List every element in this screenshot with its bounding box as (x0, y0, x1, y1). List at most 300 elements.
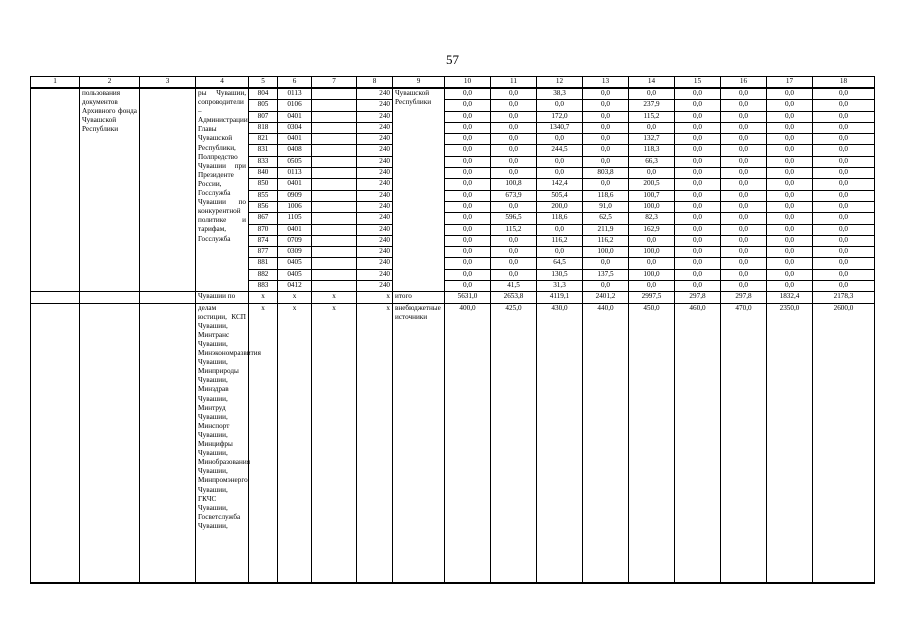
amount-cell: 0,0 (537, 156, 583, 167)
amount-cell: 0,0 (583, 100, 629, 111)
amount-cell: 0,0 (721, 224, 767, 235)
amount-cell: 0,0 (445, 156, 491, 167)
amount-cell: 0,0 (721, 213, 767, 224)
target-article-cell (312, 224, 357, 235)
amount-cell: 118,6 (583, 190, 629, 201)
amount-cell: 100,0 (629, 201, 675, 212)
amount-cell: 0,0 (813, 156, 875, 167)
column-number-header: 1 (31, 77, 80, 89)
section-code-cell: 0106 (278, 100, 312, 111)
budget-table (30, 76, 875, 584)
col3-cell (140, 303, 196, 583)
executor-cell: делам юстиции, КСП Чувашии, Минтранс Чувашии, Минэкономразвития Чувашии, Минприроды Чувашии, Минздрав Чувашии, Минтруд Чувашии, Минспорт Чувашии, Минцифры Чувашии, Минобразования Чувашии, Минпромэнерго Чувашии, ГКЧС Чувашии, Госветслужба Чувашии, (196, 303, 249, 583)
amount-cell: 100,0 (629, 247, 675, 258)
amount-cell: 0,0 (583, 281, 629, 292)
amount-cell: 0,0 (491, 111, 537, 122)
section-code-cell: 1105 (278, 213, 312, 224)
amount-cell: 115,2 (629, 111, 675, 122)
amount-cell: 0,0 (813, 281, 875, 292)
amount-cell: 0,0 (767, 213, 813, 224)
section-code-cell: 0408 (278, 145, 312, 156)
target-article-cell (312, 100, 357, 111)
column-number-header: 13 (583, 77, 629, 89)
grbs-code-cell: 855 (249, 190, 278, 201)
section-code-cell: 0505 (278, 156, 312, 167)
amount-cell: 0,0 (445, 201, 491, 212)
amount-cell: 100,0 (583, 247, 629, 258)
amount-cell: 0,0 (721, 168, 767, 179)
grbs-code-cell: 850 (249, 179, 278, 190)
amount-cell: 0,0 (767, 235, 813, 246)
amount-cell: 200,0 (537, 201, 583, 212)
amount-cell: 0,0 (721, 235, 767, 246)
amount-cell: 0,0 (445, 213, 491, 224)
amount-cell: 2653,8 (491, 292, 537, 303)
funding-source-cell: Чувашской Республики (393, 88, 445, 292)
column-number-header: 16 (721, 77, 767, 89)
col3-cell (140, 292, 196, 303)
amount-cell: 0,0 (813, 145, 875, 156)
amount-cell: 0,0 (491, 258, 537, 269)
amount-cell: 0,0 (629, 281, 675, 292)
amount-cell: 0,0 (767, 258, 813, 269)
amount-cell: 297,8 (721, 292, 767, 303)
amount-cell: 172,0 (537, 111, 583, 122)
grbs-code-cell: 805 (249, 100, 278, 111)
amount-cell: 0,0 (767, 156, 813, 167)
grbs-code-cell: 831 (249, 145, 278, 156)
col3-cell (140, 88, 196, 292)
amount-cell: 0,0 (767, 145, 813, 156)
amount-cell: 0,0 (491, 201, 537, 212)
expense-type-cell: 240 (357, 258, 393, 269)
target-article-cell: x (312, 303, 357, 583)
col2-cell (80, 303, 140, 583)
target-article-cell (312, 179, 357, 190)
grbs-code-cell: 874 (249, 235, 278, 246)
amount-cell: 0,0 (767, 168, 813, 179)
amount-cell: 244,5 (537, 145, 583, 156)
expense-type-cell: x (357, 292, 393, 303)
amount-cell: 0,0 (583, 88, 629, 100)
amount-cell: 0,0 (813, 247, 875, 258)
target-article-cell (312, 213, 357, 224)
amount-cell: 0,0 (675, 156, 721, 167)
section-code-cell: 0304 (278, 122, 312, 133)
expense-type-cell: 240 (357, 100, 393, 111)
page-number: 57 (446, 52, 459, 67)
amount-cell: 0,0 (675, 179, 721, 190)
grbs-code-cell: 882 (249, 269, 278, 280)
amount-cell: 0,0 (629, 88, 675, 100)
grbs-code-cell: 881 (249, 258, 278, 269)
amount-cell: 1832,4 (767, 292, 813, 303)
amount-cell: 82,3 (629, 213, 675, 224)
amount-cell: 0,0 (675, 168, 721, 179)
target-article-cell (312, 247, 357, 258)
amount-cell: 211,9 (583, 224, 629, 235)
amount-cell: 0,0 (675, 247, 721, 258)
expense-type-cell: 240 (357, 201, 393, 212)
amount-cell: 0,0 (491, 122, 537, 133)
amount-cell: 425,0 (491, 303, 537, 583)
amount-cell: 0,0 (445, 269, 491, 280)
amount-cell: 0,0 (675, 269, 721, 280)
column-number-header: 6 (278, 77, 312, 89)
amount-cell: 0,0 (675, 190, 721, 201)
target-article-cell (312, 258, 357, 269)
amount-cell: 0,0 (767, 88, 813, 100)
section-code-cell: 0709 (278, 235, 312, 246)
column-number-header: 9 (393, 77, 445, 89)
amount-cell: 0,0 (721, 190, 767, 201)
amount-cell: 0,0 (445, 190, 491, 201)
amount-cell: 0,0 (629, 258, 675, 269)
amount-cell: 0,0 (721, 281, 767, 292)
amount-cell: 0,0 (721, 111, 767, 122)
section-code-cell: 0412 (278, 281, 312, 292)
amount-cell: 0,0 (445, 179, 491, 190)
section-code-cell: 1006 (278, 201, 312, 212)
amount-cell: 116,2 (583, 235, 629, 246)
amount-cell: 62,5 (583, 213, 629, 224)
target-article-cell (312, 111, 357, 122)
amount-cell: 41,5 (491, 281, 537, 292)
amount-cell: 100,7 (629, 190, 675, 201)
column-number-row (31, 77, 875, 89)
amount-cell: 0,0 (813, 258, 875, 269)
target-article-cell (312, 145, 357, 156)
target-article-cell (312, 281, 357, 292)
amount-cell: 0,0 (583, 258, 629, 269)
amount-cell: 0,0 (583, 179, 629, 190)
amount-cell: 596,5 (491, 213, 537, 224)
amount-cell: 0,0 (675, 145, 721, 156)
table-row (31, 88, 875, 100)
amount-cell: 0,0 (491, 235, 537, 246)
amount-cell: 0,0 (583, 111, 629, 122)
amount-cell: 31,3 (537, 281, 583, 292)
amount-cell: 0,0 (675, 258, 721, 269)
amount-cell: 0,0 (445, 281, 491, 292)
amount-cell: 470,0 (721, 303, 767, 583)
amount-cell: 0,0 (813, 224, 875, 235)
amount-cell: 0,0 (767, 201, 813, 212)
expense-type-cell: 240 (357, 111, 393, 122)
amount-cell: 137,5 (583, 269, 629, 280)
amount-cell: 0,0 (767, 269, 813, 280)
amount-cell: 0,0 (537, 100, 583, 111)
amount-cell: 130,5 (537, 269, 583, 280)
amount-cell: 505,4 (537, 190, 583, 201)
column-number-header: 12 (537, 77, 583, 89)
amount-cell: 0,0 (675, 122, 721, 133)
amount-cell: 0,0 (721, 247, 767, 258)
section-code-cell: 0401 (278, 179, 312, 190)
section-code-cell: 0909 (278, 190, 312, 201)
section-code-cell: x (278, 303, 312, 583)
amount-cell: 0,0 (445, 100, 491, 111)
table-body (31, 77, 875, 583)
grbs-code-cell: 807 (249, 111, 278, 122)
amount-cell: 0,0 (813, 168, 875, 179)
target-article-cell (312, 235, 357, 246)
amount-cell: 0,0 (491, 88, 537, 100)
amount-cell: 0,0 (767, 122, 813, 133)
amount-cell: 66,3 (629, 156, 675, 167)
amount-cell: 0,0 (813, 134, 875, 145)
section-code-cell: 0401 (278, 134, 312, 145)
amount-cell: 430,0 (537, 303, 583, 583)
amount-cell: 0,0 (491, 145, 537, 156)
amount-cell: 2178,3 (813, 292, 875, 303)
amount-cell: 0,0 (445, 247, 491, 258)
amount-cell: 0,0 (675, 235, 721, 246)
column-number-header: 2 (80, 77, 140, 89)
amount-cell: 0,0 (537, 247, 583, 258)
amount-cell: 2997,5 (629, 292, 675, 303)
amount-cell: 91,0 (583, 201, 629, 212)
grbs-code-cell: 833 (249, 156, 278, 167)
amount-cell: 0,0 (813, 269, 875, 280)
funding-source-cell: внебюджетные источники (393, 303, 445, 583)
target-article-cell (312, 190, 357, 201)
amount-cell: 4119,1 (537, 292, 583, 303)
amount-cell: 0,0 (767, 190, 813, 201)
column-number-header: 10 (445, 77, 491, 89)
amount-cell: 0,0 (675, 134, 721, 145)
amount-cell: 400,0 (445, 303, 491, 583)
target-article-cell (312, 201, 357, 212)
section-code-cell: 0405 (278, 258, 312, 269)
amount-cell: 0,0 (767, 281, 813, 292)
target-article-cell (312, 88, 357, 100)
column-number-header: 17 (767, 77, 813, 89)
executor-cell: ры Чувашии, сопроводители – Администрации Главы Чувашской Республики, Полпредство Чувашии при Президенте России, Госслужба Чувашии по конкурентной политике и тарифам, Госслужба (196, 88, 249, 292)
amount-cell: 0,0 (445, 111, 491, 122)
column-number-header: 8 (357, 77, 393, 89)
amount-cell: 0,0 (537, 168, 583, 179)
column-number-header: 7 (312, 77, 357, 89)
section-code-cell: 0401 (278, 111, 312, 122)
amount-cell: 0,0 (583, 134, 629, 145)
target-article-cell (312, 269, 357, 280)
amount-cell: 0,0 (721, 145, 767, 156)
amount-cell: 673,9 (491, 190, 537, 201)
amount-cell: 0,0 (721, 269, 767, 280)
amount-cell: 0,0 (491, 134, 537, 145)
expense-type-cell: 240 (357, 145, 393, 156)
section-code-cell: 0401 (278, 224, 312, 235)
section-code-cell: 0113 (278, 88, 312, 100)
amount-cell: 0,0 (767, 111, 813, 122)
amount-cell: 2401,2 (583, 292, 629, 303)
amount-cell: 0,0 (813, 235, 875, 246)
amount-cell: 0,0 (445, 235, 491, 246)
amount-cell: 200,5 (629, 179, 675, 190)
amount-cell: 0,0 (445, 134, 491, 145)
amount-cell: 100,8 (491, 179, 537, 190)
amount-cell: 0,0 (813, 179, 875, 190)
column-number-header: 15 (675, 77, 721, 89)
grbs-code-cell: 821 (249, 134, 278, 145)
section-code-cell: 0309 (278, 247, 312, 258)
amount-cell: 237,9 (629, 100, 675, 111)
amount-cell: 0,0 (445, 88, 491, 100)
amount-cell: 0,0 (721, 134, 767, 145)
amount-cell: 0,0 (583, 145, 629, 156)
amount-cell: 0,0 (721, 100, 767, 111)
program-name-cell: пользования документов Архивного фонда Чувашской Республики (80, 88, 140, 292)
expense-type-cell: 240 (357, 168, 393, 179)
amount-cell: 460,0 (675, 303, 721, 583)
amount-cell: 0,0 (813, 213, 875, 224)
col2-cell (80, 292, 140, 303)
amount-cell: 0,0 (721, 122, 767, 133)
amount-cell: 162,9 (629, 224, 675, 235)
column-number-header: 11 (491, 77, 537, 89)
grbs-code-cell: 840 (249, 168, 278, 179)
grbs-code-cell: x (249, 303, 278, 583)
grbs-code-cell: 883 (249, 281, 278, 292)
amount-cell: 0,0 (813, 190, 875, 201)
amount-cell: 0,0 (675, 111, 721, 122)
amount-cell: 0,0 (721, 201, 767, 212)
amount-cell: 0,0 (813, 201, 875, 212)
amount-cell: 0,0 (583, 156, 629, 167)
amount-cell: 5631,0 (445, 292, 491, 303)
col1-cell (31, 88, 80, 292)
column-number-header: 5 (249, 77, 278, 89)
amount-cell: 0,0 (629, 122, 675, 133)
grbs-code-cell: 870 (249, 224, 278, 235)
amount-cell: 2600,0 (813, 303, 875, 583)
amount-cell: 0,0 (445, 122, 491, 133)
amount-cell: 0,0 (675, 281, 721, 292)
amount-cell: 64,5 (537, 258, 583, 269)
amount-cell: 803,8 (583, 168, 629, 179)
grbs-code-cell: 867 (249, 213, 278, 224)
amount-cell: 118,3 (629, 145, 675, 156)
amount-cell: 116,2 (537, 235, 583, 246)
amount-cell: 0,0 (721, 156, 767, 167)
amount-cell: 0,0 (721, 88, 767, 100)
amount-cell: 0,0 (721, 179, 767, 190)
grbs-code-cell: 877 (249, 247, 278, 258)
expense-type-cell: 240 (357, 122, 393, 133)
extrabudget-row (31, 303, 875, 583)
amount-cell: 0,0 (537, 134, 583, 145)
amount-cell: 0,0 (491, 100, 537, 111)
grbs-code-cell: 818 (249, 122, 278, 133)
amount-cell: 0,0 (583, 122, 629, 133)
amount-cell: 0,0 (445, 168, 491, 179)
amount-cell: 0,0 (721, 258, 767, 269)
column-number-header: 18 (813, 77, 875, 89)
amount-cell: 0,0 (767, 134, 813, 145)
amount-cell: 0,0 (445, 224, 491, 235)
expense-type-cell: 240 (357, 190, 393, 201)
expense-type-cell: 240 (357, 156, 393, 167)
amount-cell: 0,0 (491, 168, 537, 179)
amount-cell: 1340,7 (537, 122, 583, 133)
funding-source-cell: итого (393, 292, 445, 303)
amount-cell: 0,0 (629, 168, 675, 179)
target-article-cell (312, 156, 357, 167)
amount-cell: 0,0 (445, 258, 491, 269)
amount-cell: 132,7 (629, 134, 675, 145)
executor-cell: Чувашии по (196, 292, 249, 303)
amount-cell: 0,0 (675, 100, 721, 111)
target-article-cell (312, 168, 357, 179)
target-article-cell (312, 134, 357, 145)
amount-cell: 0,0 (675, 224, 721, 235)
amount-cell: 0,0 (767, 179, 813, 190)
amount-cell: 115,2 (491, 224, 537, 235)
amount-cell: 440,0 (583, 303, 629, 583)
amount-cell: 2350,0 (767, 303, 813, 583)
amount-cell: 0,0 (767, 100, 813, 111)
amount-cell: 0,0 (767, 224, 813, 235)
expense-type-cell: 240 (357, 269, 393, 280)
expense-type-cell: 240 (357, 179, 393, 190)
section-code-cell: 0405 (278, 269, 312, 280)
amount-cell: 0,0 (491, 269, 537, 280)
amount-cell: 0,0 (537, 224, 583, 235)
amount-cell: 0,0 (767, 247, 813, 258)
expense-type-cell: x (357, 303, 393, 583)
col1-cell (31, 292, 80, 303)
section-code-cell: 0113 (278, 168, 312, 179)
amount-cell: 38,3 (537, 88, 583, 100)
expense-type-cell: 240 (357, 235, 393, 246)
expense-type-cell: 240 (357, 247, 393, 258)
column-number-header: 14 (629, 77, 675, 89)
target-article-cell (312, 122, 357, 133)
column-number-header: 3 (140, 77, 196, 89)
grbs-code-cell: 804 (249, 88, 278, 100)
amount-cell: 0,0 (675, 201, 721, 212)
amount-cell: 142,4 (537, 179, 583, 190)
amount-cell: 0,0 (675, 213, 721, 224)
grbs-code-cell: x (249, 292, 278, 303)
amount-cell: 118,6 (537, 213, 583, 224)
section-code-cell: x (278, 292, 312, 303)
amount-cell: 0,0 (629, 235, 675, 246)
amount-cell: 0,0 (813, 111, 875, 122)
expense-type-cell: 240 (357, 134, 393, 145)
expense-type-cell: 240 (357, 213, 393, 224)
amount-cell: 0,0 (491, 156, 537, 167)
expense-type-cell: 240 (357, 88, 393, 100)
amount-cell: 0,0 (445, 145, 491, 156)
expense-type-cell: 240 (357, 224, 393, 235)
total-row (31, 292, 875, 303)
amount-cell: 0,0 (813, 88, 875, 100)
amount-cell: 100,0 (629, 269, 675, 280)
amount-cell: 0,0 (675, 88, 721, 100)
amount-cell: 0,0 (813, 100, 875, 111)
amount-cell: 450,0 (629, 303, 675, 583)
amount-cell: 297,8 (675, 292, 721, 303)
amount-cell: 0,0 (491, 247, 537, 258)
col1-cell (31, 303, 80, 583)
target-article-cell: x (312, 292, 357, 303)
expense-type-cell: 240 (357, 281, 393, 292)
grbs-code-cell: 856 (249, 201, 278, 212)
column-number-header: 4 (196, 77, 249, 89)
amount-cell: 0,0 (813, 122, 875, 133)
